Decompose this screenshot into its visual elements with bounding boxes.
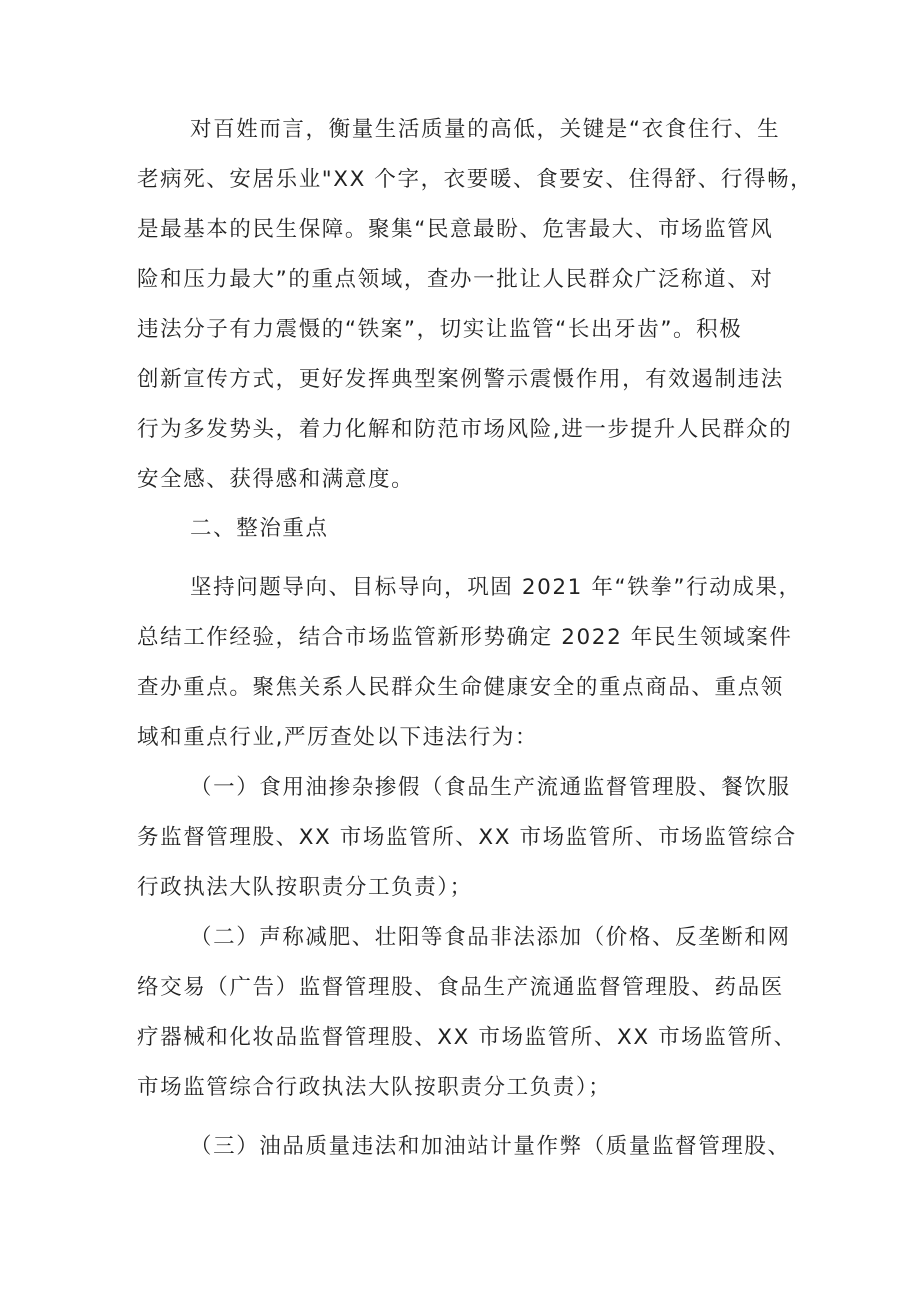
paragraph-1-line-4: 险和压力最大”的重点领域，查办一批让人民群众广泛称道、对: [137, 267, 774, 292]
paragraph-2-line-3: 查办重点。聚焦关系人民群众生命健康安全的重点商品、重点领: [137, 675, 784, 700]
item-2-line-1: （二）声称减肥、壮阳等食品非法添加（价格、反垄断和网: [190, 925, 791, 950]
paragraph-1-line-7: 行为多发势头，着力化解和防范市场风险,进一步提升人民群众的: [137, 417, 793, 442]
item-3-line-1: （三）油品质量违法和加油站计量作弊（质量监督管理股、: [190, 1134, 791, 1159]
item-2-line-2: 络交易（广告）监督管理股、食品生产流通监督管理股、药品医: [137, 975, 784, 1000]
item-2-line-4: 市场监管综合行政执法大队按职责分工负责）；: [137, 1075, 612, 1100]
item-2-line-3: 疗器械和化妆品监督管理股、XX 市场监管所、XX 市场监管所、: [137, 1025, 797, 1050]
paragraph-1-line-8: 安全感、获得感和满意度。: [137, 467, 415, 492]
paragraph-2-line-2: 总结工作经验，结合市场监管新形势确定 2022 年民生领域案件: [137, 625, 793, 650]
paragraph-1-line-1: 对百姓而言，衡量生活质量的高低，关键是“衣食住行、生: [190, 117, 781, 142]
paragraph-2-line-4: 域和重点行业,严厉查处以下违法行为：: [137, 725, 539, 750]
item-1-line-2: 务监督管理股、XX 市场监管所、XX 市场监管所、市场监管综合: [137, 825, 797, 850]
paragraph-1-line-5: 违法分子有力震慑的“铁案”，切实让监管“长出牙齿”。积极: [137, 317, 743, 342]
item-1-line-1: （一）食用油掺杂掺假（食品生产流通监督管理股、餐饮服: [190, 775, 791, 800]
paragraph-2-line-1: 坚持问题导向、目标导向，巩固 2021 年“铁拳”行动成果，: [190, 575, 802, 600]
paragraph-1-line-2: 老病死、安居乐业"XX 个字，衣要暖、食要安、住得舒、行得畅，: [137, 167, 814, 192]
item-1-line-3: 行政执法大队按职责分工负责）；: [137, 875, 473, 900]
section-heading: 二、整治重点: [190, 516, 329, 541]
paragraph-1-line-3: 是最基本的民生保障。聚集“民意最盼、危害最大、市场监管风: [137, 217, 774, 242]
paragraph-1-line-6: 创新宣传方式，更好发挥典型案例警示震慑作用，有效遏制违法: [137, 367, 784, 392]
